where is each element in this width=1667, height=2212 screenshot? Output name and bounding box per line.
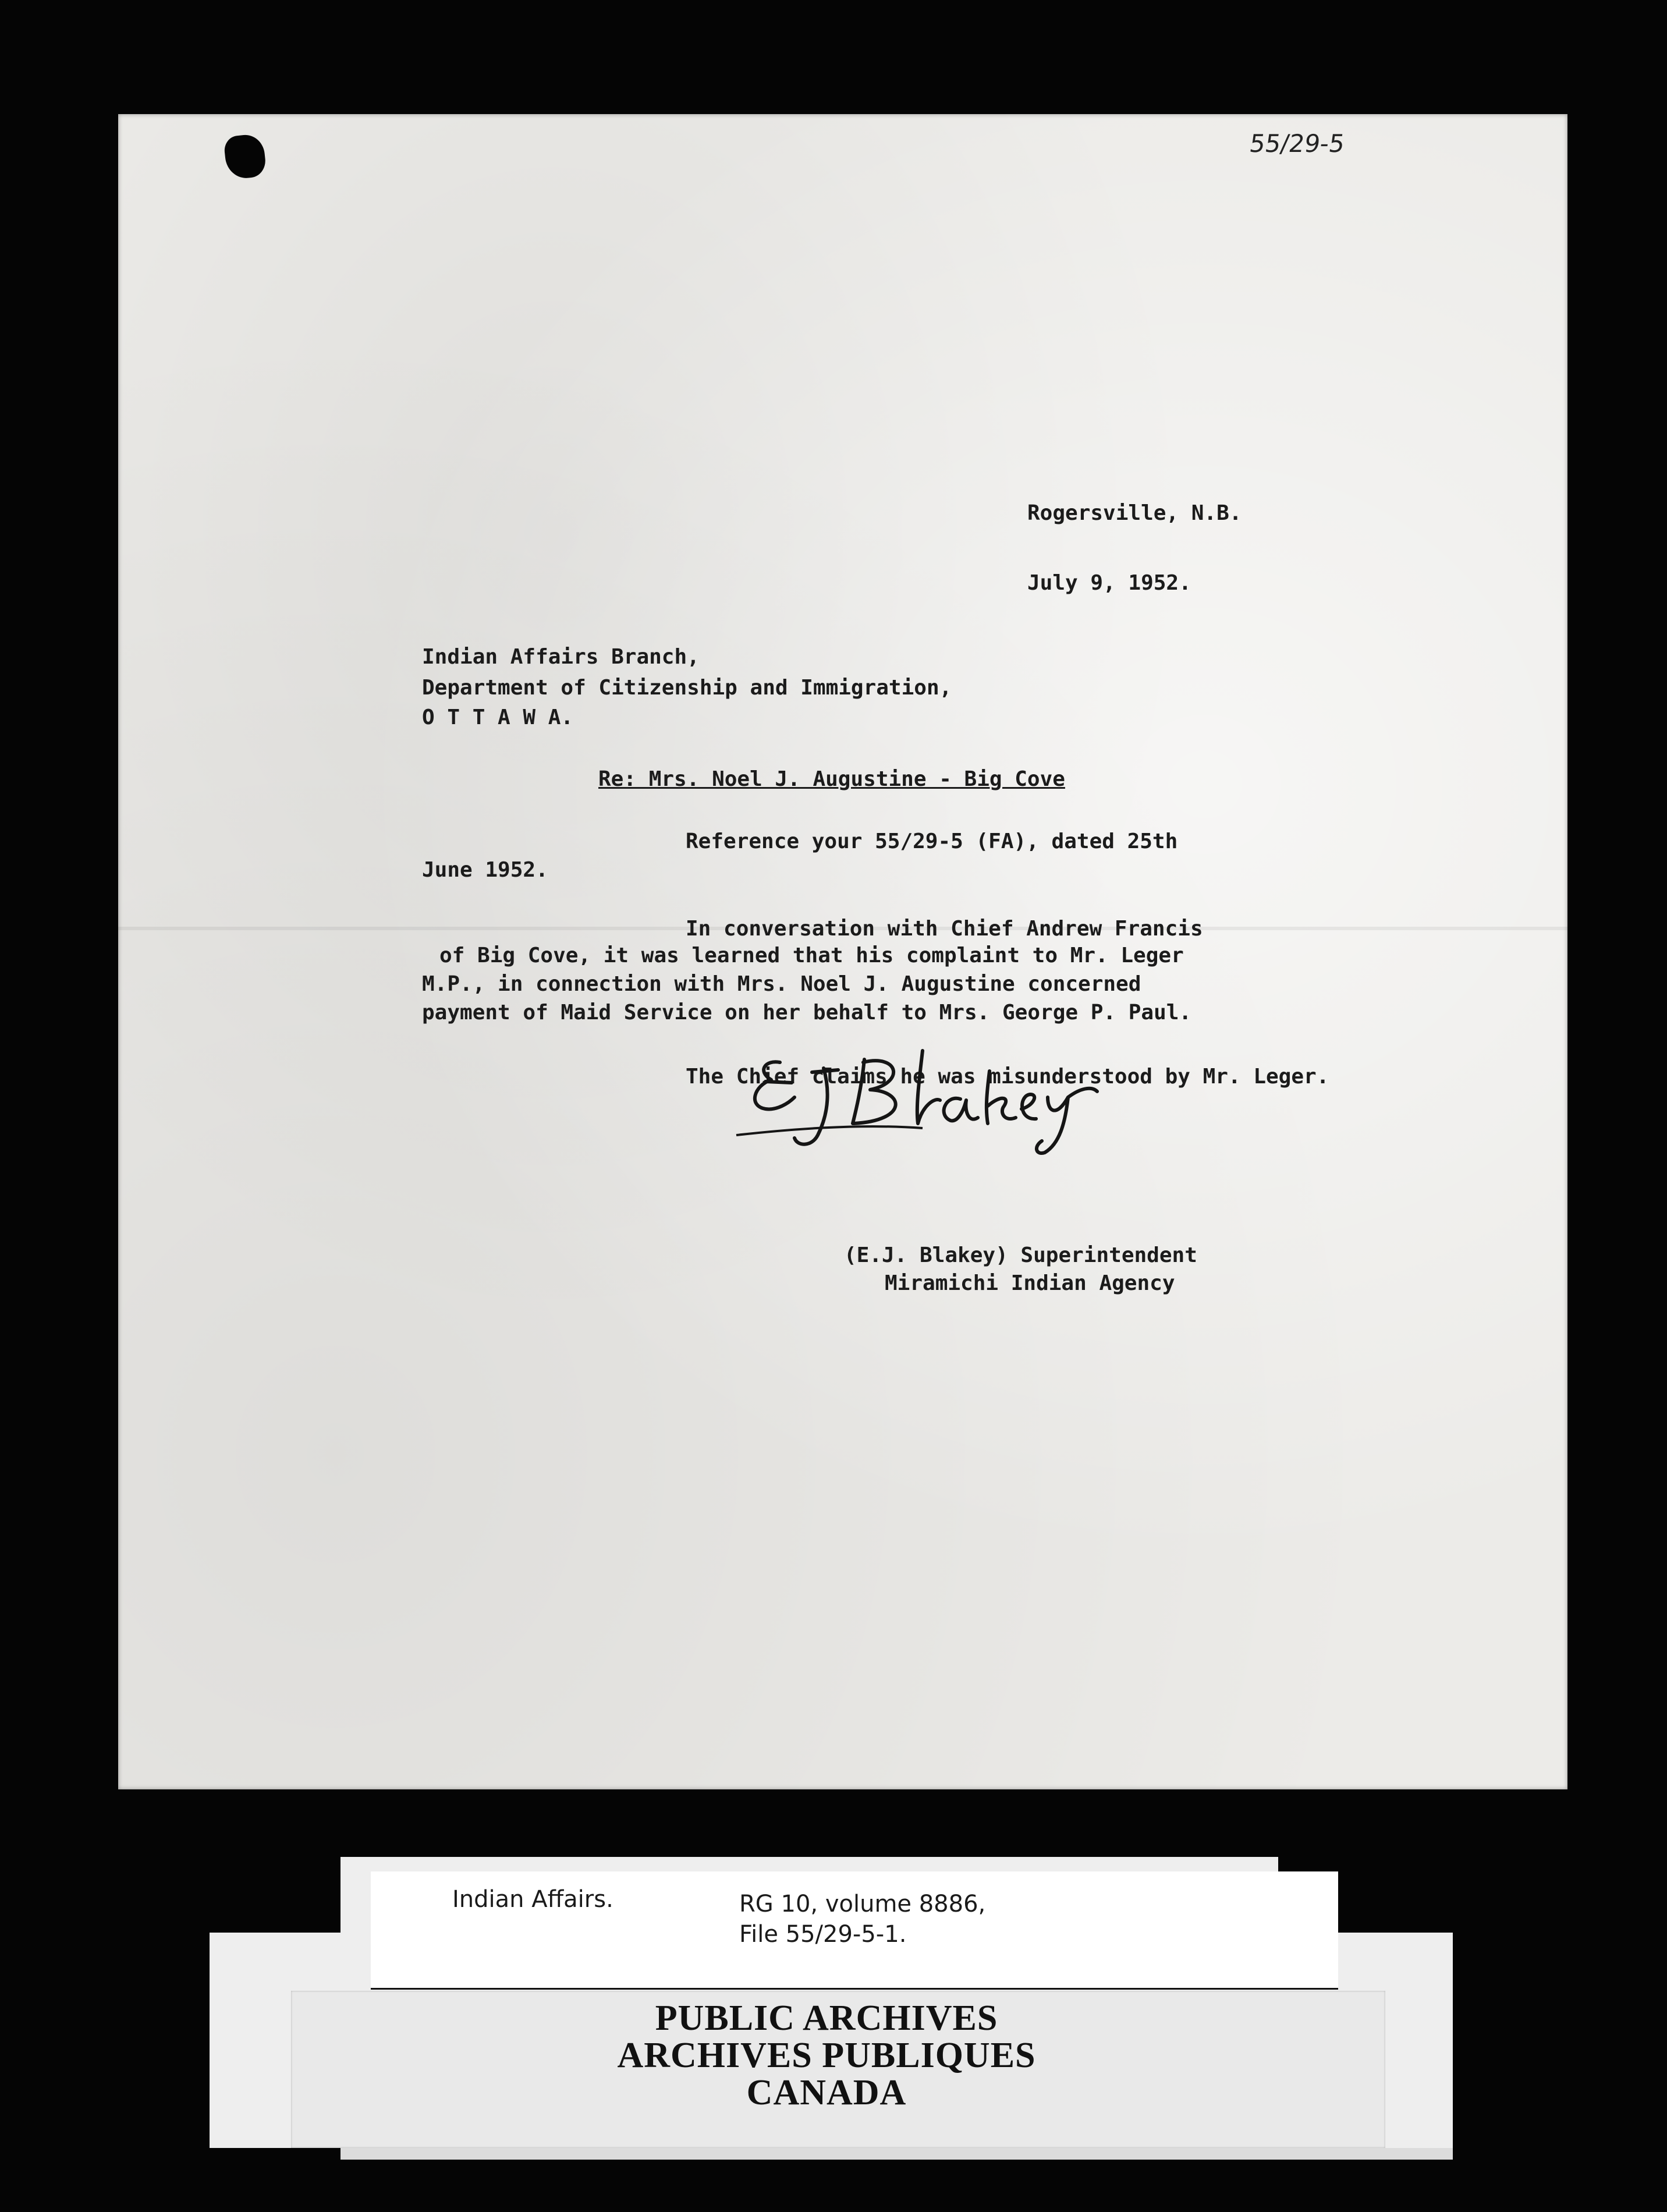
- archive-stamp-line-3: CANADA: [746, 2073, 907, 2112]
- paragraph-3: The Chief claims he was misunderstood by Mr. Leger.: [686, 1065, 1329, 1089]
- paragraph-2-line-1: In conversation with Chief Andrew Francis: [686, 917, 1203, 941]
- fonds-name: Indian Affairs.: [452, 1886, 613, 1913]
- paragraph-2-line-3: M.P., in connection with Mrs. Noel J. Augustine concerned: [422, 972, 1141, 996]
- archive-label-notch-left: [210, 1857, 341, 1933]
- archive-stamp-line-1: PUBLIC ARCHIVES: [655, 1998, 998, 2038]
- reference-line-1: RG 10, volume 8886,: [739, 1891, 986, 1917]
- handwritten-signature: [730, 1036, 1109, 1164]
- signature-agency: Miramichi Indian Agency: [885, 1271, 1175, 1295]
- paragraph-2-line-4: payment of Maid Service on her behalf to Mrs. George P. Paul.: [422, 1001, 1192, 1025]
- paragraph-1-line-1: Reference your 55/29-5 (FA), dated 25th: [686, 830, 1178, 853]
- paragraph-1-line-2: June 1952.: [422, 858, 548, 882]
- recipient-line-3: O T T A W A.: [422, 706, 574, 729]
- archive-stamp-line-2: ARCHIVES PUBLIQUES: [617, 2036, 1036, 2075]
- file-number: 55/29-5: [1247, 129, 1347, 158]
- recipient-line-2: Department of Citizenship and Immigration,: [422, 676, 952, 700]
- paragraph-2-line-2: of Big Cove, it was learned that his complaint to Mr. Leger: [439, 944, 1184, 967]
- signature-typed-name: (E.J. Blakey) Superintendent: [844, 1243, 1197, 1267]
- archive-label-edge: [341, 2148, 1453, 2160]
- reference-line-2: File 55/29-5-1.: [739, 1921, 907, 1948]
- letter-place: Rogersville, N.B.: [1027, 501, 1242, 525]
- letter-date: July 9, 1952.: [1027, 571, 1191, 595]
- recipient-line-1: Indian Affairs Branch,: [422, 645, 700, 669]
- re-line: Re: Mrs. Noel J. Augustine - Big Cove: [598, 767, 1065, 791]
